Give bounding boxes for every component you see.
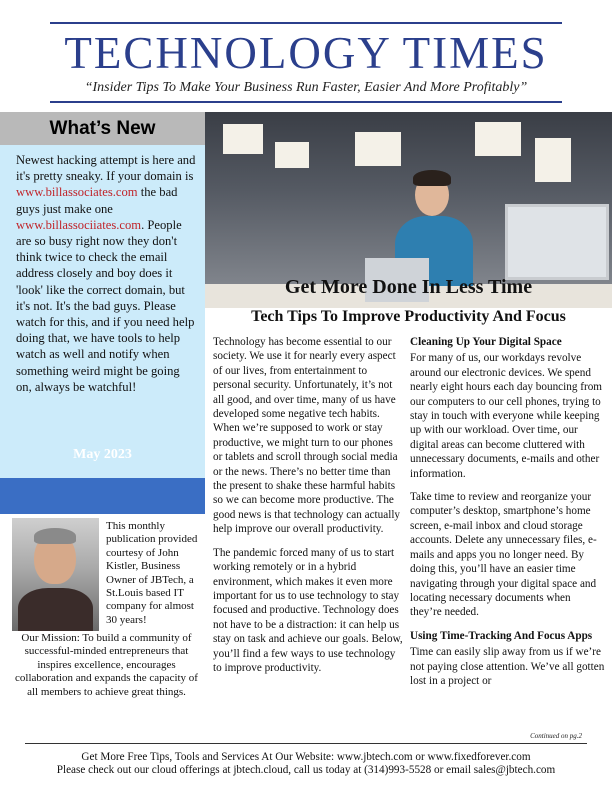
footer-line-1: Get More Free Tips, Tools and Services At Our Website: www.jbtech.com or www.fixedforever.com: [81, 751, 531, 763]
footer-line-2: Please check out our cloud offerings at jbtech.cloud, call us today at (314)993-5528 or email sales@jbtech.com: [56, 764, 556, 777]
mission-text: Our Mission: To build a community of successful-minded entrepreneurs that inspires excellence, encourages collaboration and expands the capacity of all members to achieve great things.: [15, 632, 198, 698]
wall-note: [355, 132, 401, 166]
news-text-1: Newest hacking attempt is here and it's pretty sneaky. If your domain is: [16, 153, 196, 184]
masthead-top-rule: [50, 22, 562, 24]
sidebar-accent-band: [0, 478, 205, 514]
footer: [0, 751, 612, 778]
hero-person-hair: [413, 170, 451, 186]
owner-photo-shirt: [18, 588, 93, 631]
wall-note: [275, 142, 309, 168]
whats-new-text: [16, 152, 198, 395]
article-title: Get More Done In Less Time: [284, 276, 533, 298]
courtesy-text: This monthly publication provided courtesy of John Kistler, Business Owner of JBTech, a St.Louis based IT company for almost 30 years!: [106, 520, 198, 626]
wall-note: [535, 138, 571, 182]
wall-note: [223, 124, 263, 154]
article-column-2: [410, 335, 605, 697]
owner-photo-hair: [34, 528, 76, 544]
section-heading: Cleaning Up Your Digital Space: [410, 336, 562, 348]
news-link-1[interactable]: www.billassociates.com: [16, 185, 138, 200]
news-link-2[interactable]: www.billassociiates.com: [16, 217, 142, 232]
masthead-tagline: “Insider Tips To Make Your Business Run Faster, Easier And More Profitably”: [84, 80, 528, 95]
article-paragraph: The pandemic forced many of us to start working remotely or in a hybrid environment, which makes it even more important for us to use technology to stay focused and productive. Technology does not have to be a distraction: it can help us stay on task and achieve our goals. Below, you’ll find a few ways to use technology to improve productivity.: [213, 546, 403, 674]
article-paragraph: For many of us, our workdays revolve around our electronic devices. We spend nearly eight hours each day bouncing from our computers to our cell phones, trying to stay in touch with everyone while keeping up with our workload. Over time, our digital areas can become cluttered with unnecessary documents, e-mails and other information.: [410, 352, 602, 480]
wall-note: [475, 122, 521, 156]
article-subtitle: Tech Tips To Improve Productivity And Focus: [251, 308, 566, 325]
masthead-title: TECHNOLOGY TIMES: [64, 28, 548, 78]
news-text-3: . People are so busy right now they don't think twice to check the email address closely and boy does it 'look' like the correct domain, but it's not. It's the bad guys. Please watch for this, and if you need help doing that, we have tools to help watch as well and notify when something weird might be going on, always be watchful!: [16, 217, 195, 394]
owner-photo: [12, 518, 99, 631]
article-paragraph: Take time to review and reorganize your computer’s desktop, smartphone’s home screen, e-mail inbox and cloud storage accounts. Delete any unnecessary files, e-mails and apps you no longer need. By doing this, you’ll have an easier time navigating through your digital space and locating necessary documents when they’re needed.: [410, 491, 597, 619]
article-column-1: [213, 335, 403, 684]
hero-monitor: [505, 204, 609, 280]
sidebar-heading-box: [0, 112, 205, 145]
section-heading: Using Time-Tracking And Focus Apps: [410, 629, 593, 642]
article-paragraph: Technology has become essential to our society. We use it for nearly every aspect of our lives, from entertainment to personal security. Unfortunately, it’s not all good, and over time, many of us have developed some negative tech habits. When we’re supposed to work or stay productive, we might turn to our phones or tablets and scroll through social media or the news. There’s no better time than the present to shake these harmful habits so we can become more productive. The good news is that technology can actually help improve our overall productivity.: [213, 336, 401, 536]
issue-date: May 2023: [73, 447, 132, 462]
article-paragraph: Time can easily slip away from us if we’re not paying close attention. We’ve all gotten lost in a project or: [410, 646, 605, 687]
continued-note: Continued on pg.2: [530, 732, 582, 740]
masthead-bottom-rule: [50, 101, 562, 103]
news-text-2: the bad guys just make one: [16, 185, 178, 216]
sidebar-heading: What’s New: [49, 118, 156, 139]
footer-rule: [25, 743, 587, 744]
